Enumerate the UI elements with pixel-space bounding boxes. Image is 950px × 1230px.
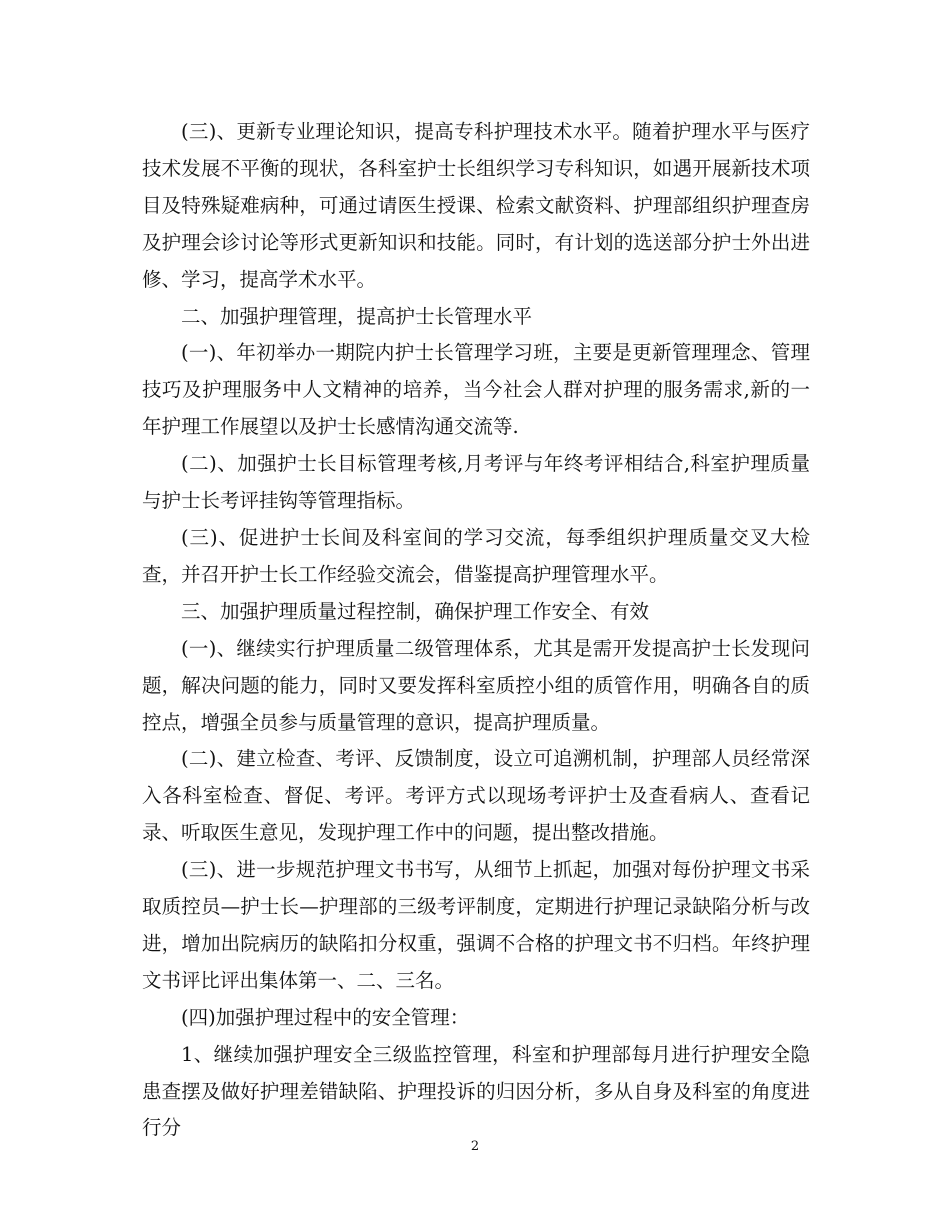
paragraph-update-professional-knowledge: (三)、更新专业理论知识，提高专科护理技术水平。随着护理水平与医疗技术发展不平衡的现状，各科室护士长组织学习专科知识，如遇开展新技术项目及特殊疑难病种，可通过请医生授课、检索文献资料、护理部组织护理查房及护理会诊讨论等形式更新知识和技能。同时，有计划的选送部分护士外出进修、学习，提高学术水平。 <box>142 120 810 291</box>
document-body <box>142 114 810 1147</box>
page-number: 2 <box>470 1139 480 1154</box>
paragraph-documentation-standards: (三)、进一步规范护理文书书写，从细节上抓起，加强对每份护理文书采取质控员—护士长—护理部的三级考评制度，定期进行护理记录缺陷分析与改进，增加出院病历的缺陷扣分权重，强调不合格的护理文书不归档。年终护理文书评比评出集体第一、二、三名。 <box>142 858 810 992</box>
paragraph-inspection-feedback: (二)、建立检查、考评、反馈制度，设立可追溯机制，护理部人员经常深入各科室检查、督促、考评。考评方式以现场考评护士及查看病人、查看记录、听取医生意见，发现护理工作中的问题，提出整改措施。 <box>142 747 810 845</box>
paragraph-safety-monitoring: 1、继续加强护理安全三级监控管理，科室和护理部每月进行护理安全隐患查摆及做好护理差错缺陷、护理投诉的归因分析，多从自身及科室的角度进行分 <box>142 1042 810 1140</box>
paragraph-exchange-learning: (三)、促进护士长间及科室间的学习交流，每季组织护理质量交叉大检查，并召开护士长工作经验交流会，借鉴提高护理管理水平。 <box>142 525 810 586</box>
paragraph-quality-system: (一)、继续实行护理质量二级管理体系，尤其是需开发提高护士长发现问题，解决问题的能力，同时又要发挥科室质控小组的质管作用，明确各自的质控点，增强全员参与质量管理的意识，提高护理质量。 <box>142 636 810 734</box>
subsection-heading-safety: (四)加强护理过程中的安全管理： <box>181 1005 470 1029</box>
section-heading-3: 三、加强护理质量过程控制，确保护理工作安全、有效 <box>181 599 650 623</box>
section-heading-2: 二、加强护理管理，提高护士长管理水平 <box>181 304 533 328</box>
paragraph-target-management: (二)、加强护士长目标管理考核,月考评与年终考评相结合,科室护理质量与护士长考评挂钩等管理指标。 <box>142 452 810 513</box>
paragraph-head-nurse-training: (一)、年初举办一期院内护士长管理学习班，主要是更新管理理念、管理技巧及护理服务中人文精神的培养，当今社会人群对护理的服务需求,新的一年护理工作展望以及护士长感情沟通交流等. <box>142 341 810 439</box>
